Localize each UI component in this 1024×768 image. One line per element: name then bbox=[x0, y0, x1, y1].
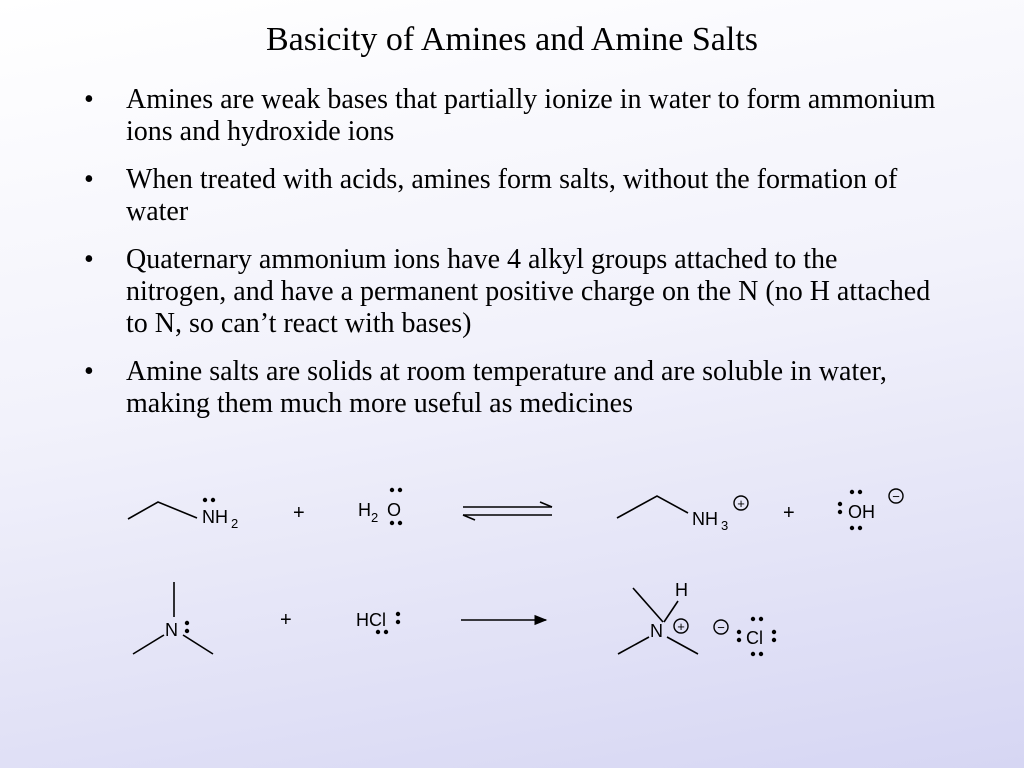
equilibrium-arrow-icon bbox=[463, 502, 552, 520]
charge-label: + bbox=[677, 619, 685, 634]
amine-subscript: 2 bbox=[231, 516, 239, 531]
plus-sign: + bbox=[293, 502, 305, 524]
ammonium-subscript: 3 bbox=[721, 518, 729, 533]
water-h: H bbox=[358, 500, 371, 520]
lone-pair-icon bbox=[838, 502, 842, 514]
ammonium-nh: NH bbox=[692, 509, 718, 529]
bullet-list bbox=[84, 84, 944, 436]
reaction-2 bbox=[133, 580, 776, 656]
lone-pair-icon bbox=[737, 630, 741, 642]
trimethylamine-bonds bbox=[133, 582, 213, 654]
bullet-text: When treated with acids, amines form salts, without the formation of water bbox=[126, 164, 898, 227]
amine-nh: NH bbox=[202, 507, 228, 527]
plus-sign: + bbox=[783, 502, 795, 524]
water-subscript: 2 bbox=[371, 510, 379, 525]
lone-pair-icon bbox=[203, 498, 215, 502]
ethylammonium-bonds bbox=[617, 496, 688, 518]
negative-charge-icon bbox=[714, 620, 728, 635]
slide-title: Basicity of Amines and Amine Salts bbox=[265, 21, 759, 58]
charge-label: − bbox=[717, 620, 725, 635]
hcl-label: HCl bbox=[356, 610, 386, 630]
lone-pair-icon bbox=[396, 612, 400, 624]
hydroxide-label: OH bbox=[848, 502, 875, 522]
lone-pair-icon bbox=[850, 490, 862, 494]
salt-n: N bbox=[650, 621, 663, 641]
amine-n: N bbox=[165, 620, 178, 640]
lone-pair-icon bbox=[185, 621, 189, 633]
charge-label: − bbox=[892, 489, 900, 504]
bullet-text: Amine salts are solids at room temperature and are soluble in water, making them much more useful as medicines bbox=[126, 356, 887, 419]
reaction-scheme bbox=[0, 460, 1024, 700]
salt-h: H bbox=[675, 580, 688, 600]
positive-charge-icon bbox=[734, 496, 748, 511]
bullet-item bbox=[84, 84, 944, 148]
plus-sign: + bbox=[280, 609, 292, 631]
lone-pair-icon bbox=[850, 526, 862, 530]
reaction-1 bbox=[128, 488, 903, 533]
water-o: O bbox=[387, 500, 402, 520]
bullet-item bbox=[84, 164, 944, 228]
lone-pair-icon bbox=[751, 652, 763, 656]
bullet-glyph: • bbox=[84, 84, 94, 115]
bullet-item bbox=[84, 244, 944, 340]
bullet-glyph: • bbox=[84, 356, 94, 387]
bullet-text: Amines are weak bases that partially ionize in water to form ammonium ions and hydroxide ions bbox=[126, 84, 936, 147]
negative-charge-icon bbox=[889, 489, 903, 504]
lone-pair-icon bbox=[376, 630, 388, 634]
bullet-glyph: • bbox=[84, 164, 94, 195]
ethylamine-bonds bbox=[128, 502, 197, 519]
bullet-glyph: • bbox=[84, 244, 94, 275]
lone-pair-icon bbox=[751, 617, 763, 621]
bullet-item bbox=[84, 356, 944, 420]
lone-pair-icon bbox=[772, 630, 776, 642]
charge-label: + bbox=[737, 496, 745, 511]
bullet-text: Quaternary ammonium ions have 4 alkyl groups attached to the nitrogen, and have a permanent positive charge on the N (no H attached to N, so can’t react with bases) bbox=[126, 244, 931, 339]
positive-charge-icon bbox=[674, 619, 688, 634]
lone-pair-icon bbox=[390, 521, 402, 525]
lone-pair-icon bbox=[390, 488, 402, 492]
chloride-label: Cl bbox=[746, 628, 763, 648]
